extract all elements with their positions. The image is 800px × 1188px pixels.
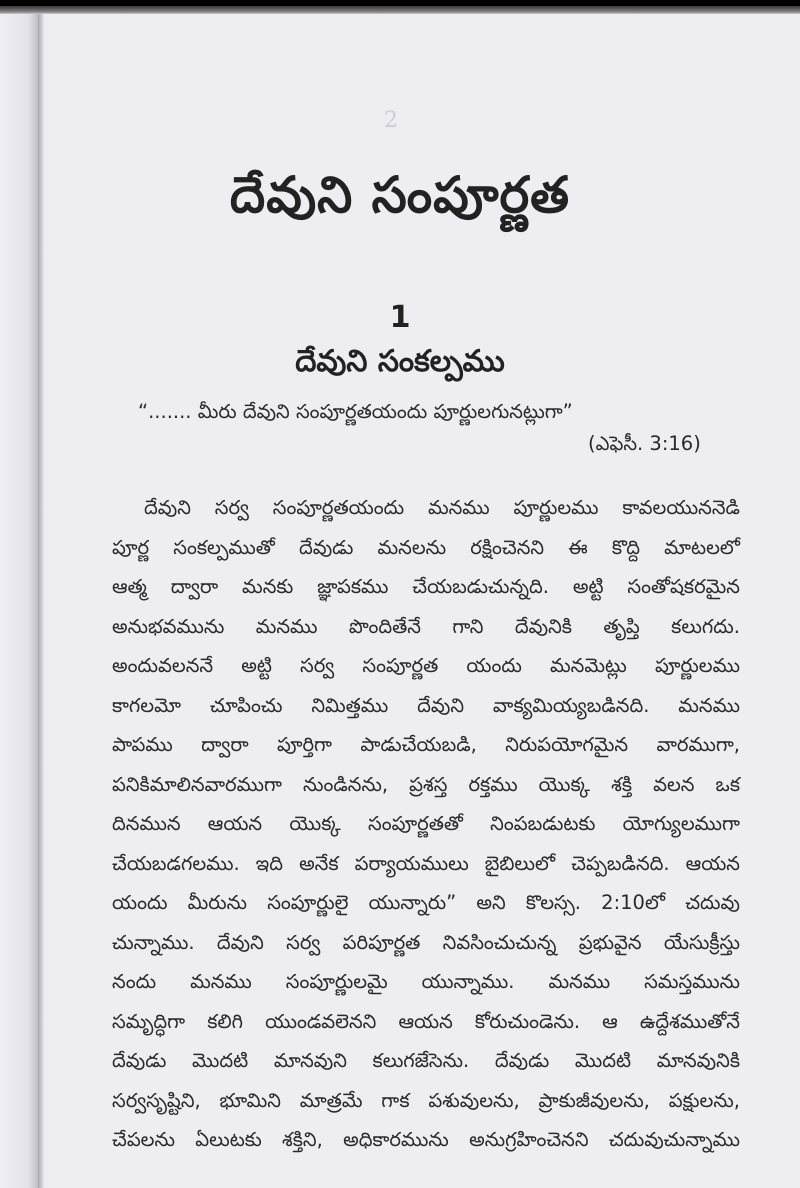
body-line: పనికిమాలినవారముగా నుండినను, ప్రశస్త రక్తము యొక్క శక్తి వలన ఒక bbox=[112, 772, 740, 796]
body-line: యందు మీరును సంపూర్ణులై యున్నారు” అని కొలస్స. 2:10లో చదువు bbox=[112, 891, 740, 914]
body-paragraph bbox=[112, 488, 740, 1160]
body-line: అందువలననే అట్టి సర్వ సంపూర్ణత యందు మనమెట్లు పూర్ణులము bbox=[112, 654, 740, 677]
body-line: దేవుడు మొదటి మానవుని కలుగజేసెను. దేవుడు మొదటి మానవునికి bbox=[112, 1049, 740, 1072]
body-line: చేపలను ఏలుటకు శక్తిని, అధికారమును అనుగ్రహించెనని చదువుచున్నాము bbox=[112, 1128, 740, 1151]
body-line: కాగలమో చూపించు నిమిత్తము దేవుని వాక్యమియ్యబడినది. మనము bbox=[112, 693, 740, 717]
body-line: దినమున ఆయన యొక్క సంపూర్ణతతో నింపబడుటకు యోగ్యులముగా bbox=[112, 812, 740, 835]
body-line: అనుభవమును మనము పొందితేనే గాని దేవునికి తృప్తి కలుగదు. bbox=[112, 614, 740, 638]
body-line: చున్నాము. దేవుని సర్వ పరిపూర్ణత నివసించుచున్న ప్రభువైన యేసుక్రీస్తు bbox=[112, 930, 740, 954]
body-line: పూర్ణ సంకల్పముతో దేవుడు మనలను రక్షించెనని ఈ కొద్ది మాటలలో bbox=[112, 535, 740, 559]
scripture-reference: (ఎఫెసీ. 3:16) bbox=[588, 432, 701, 455]
chapter-title: దేవుని సంకల్పము bbox=[295, 344, 505, 379]
epigraph-quote: “....... మీరు దేవుని సంపూర్ణతయందు పూర్ణులగునట్లుగా” bbox=[138, 400, 573, 423]
bleed-through-page-number: 2 bbox=[384, 108, 398, 133]
body-line: సర్వసృష్టిని, భూమిని మాత్రమే గాక పశువులను, ప్రాకుజీవులను, పక్షులను, bbox=[112, 1088, 740, 1112]
book-title: దేవుని సంపూర్ణత bbox=[229, 166, 571, 224]
body-line: నందు మనము సంపూర్ణులమై యున్నాము. మనము సమస్తమును bbox=[112, 970, 740, 993]
chapter-number: 1 bbox=[389, 300, 411, 335]
scan-top-edge bbox=[0, 0, 800, 14]
body-line: చేయబడగలము. ఇది అనేక పర్యాయములు బైబిలులో చెప్పబడినది. ఆయన bbox=[112, 851, 740, 875]
body-line: పాపము ద్వారా పూర్తిగా పాడుచేయబడి, నిరుపయోగమైన వారముగా, bbox=[112, 733, 740, 756]
body-line: సమృద్ధిగా కలిగి యుండవలెనని ఆయన కోరుచుండెను. ఆ ఉద్దేశముతోనే bbox=[112, 1009, 740, 1033]
body-line: ఆత్మ ద్వారా మనకు జ్ఞాపకము చేయబడుచున్నది. అట్టి సంతోషకరమైన bbox=[112, 575, 740, 598]
body-line: దేవుని సర్వ సంపూర్ణతయందు మనము పూర్ణులము కావలయుననెడి bbox=[144, 496, 740, 519]
